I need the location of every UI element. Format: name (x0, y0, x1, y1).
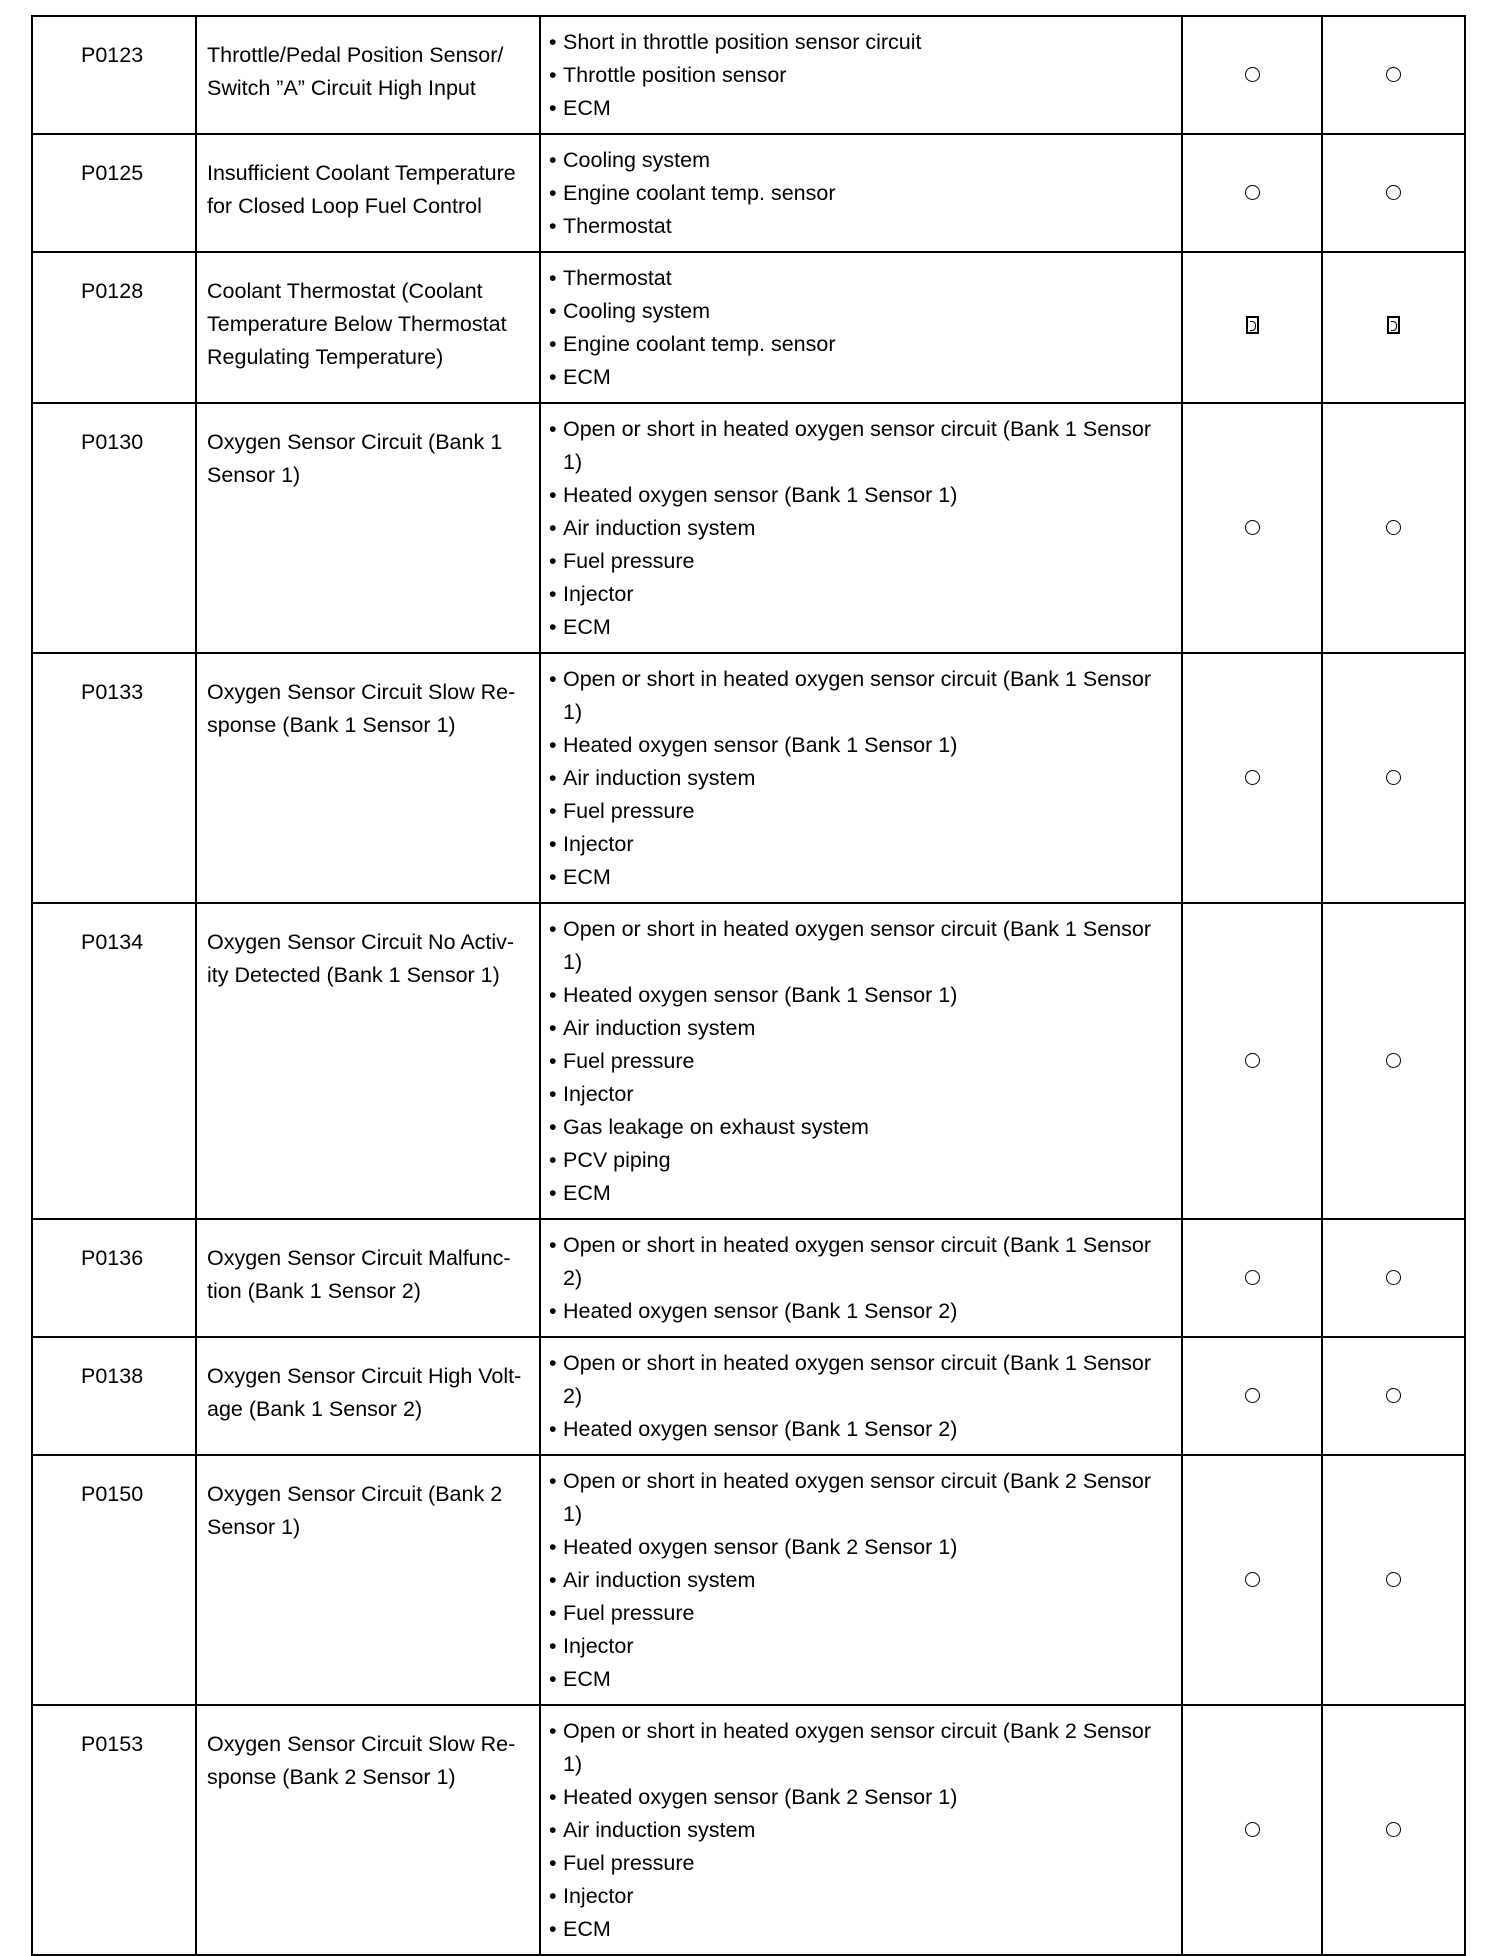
dtc-description: Oxygen Sensor Circuit (Bank 1 Sensor 1) (196, 403, 540, 653)
bullet-icon: • (549, 1016, 557, 1040)
dtc-code: P0123 (32, 16, 196, 134)
dtc-trouble-areas (540, 1337, 1182, 1455)
table-row (32, 903, 1465, 1219)
trouble-area-text: Injector (563, 1634, 634, 1658)
mil-mark-cell (1182, 403, 1322, 653)
bullet-icon: • (549, 1049, 557, 1073)
bullet-icon: • (549, 1351, 557, 1375)
trouble-area-text: Heated oxygen sensor (Bank 2 Sensor 1) (563, 1785, 958, 1809)
list-item (549, 1663, 1173, 1696)
list-item (549, 479, 1173, 512)
dtc-trouble-areas (540, 134, 1182, 252)
bullet-icon: • (549, 1634, 557, 1658)
list-item (549, 1295, 1173, 1328)
bullet-icon: • (549, 917, 557, 941)
dtc-code: P0136 (32, 1219, 196, 1337)
memory-mark-cell (1322, 134, 1465, 252)
mil-mark-cell (1182, 903, 1322, 1219)
dtc-trouble-areas (540, 16, 1182, 134)
trouble-area-text: Thermostat (563, 266, 672, 290)
list-item (549, 729, 1173, 762)
list-item (549, 1078, 1173, 1111)
dtc-description: Oxygen Sensor Circuit High Volt-age (Bank 1 Sensor 2) (196, 1337, 540, 1455)
bullet-icon: • (549, 1601, 557, 1625)
table-row (32, 252, 1465, 403)
trouble-area-text: Injector (563, 832, 634, 856)
dtc-trouble-areas (540, 1705, 1182, 1955)
trouble-area-text: Open or short in heated oxygen sensor circuit (Bank 1 Sensor 1) (563, 667, 1151, 724)
list-item (549, 1177, 1173, 1210)
bullet-icon: • (549, 766, 557, 790)
table-row (32, 16, 1465, 134)
list-item (549, 361, 1173, 394)
dtc-description: Coolant Thermostat (Coolant Temperature Below Thermostat Regulating Temperature) (196, 252, 540, 403)
trouble-area-text: Thermostat (563, 214, 672, 238)
dtc-trouble-areas (540, 403, 1182, 653)
trouble-area-text: Open or short in heated oxygen sensor circuit (Bank 1 Sensor 1) (563, 917, 1151, 974)
bullet-icon: • (549, 1417, 557, 1441)
bullet-icon: • (549, 483, 557, 507)
circle-icon (1245, 520, 1260, 535)
bullet-icon: • (549, 299, 557, 323)
bullet-icon: • (549, 983, 557, 1007)
table-row (32, 1219, 1465, 1337)
circle-icon (1245, 1053, 1260, 1068)
circle-icon (1386, 185, 1401, 200)
dtc-table (31, 15, 1466, 1956)
list-item (549, 1847, 1173, 1880)
trouble-area-text: Heated oxygen sensor (Bank 1 Sensor 2) (563, 1417, 958, 1441)
circle-icon (1245, 185, 1260, 200)
trouble-area-text: Fuel pressure (563, 1851, 695, 1875)
table-row (32, 134, 1465, 252)
circle-icon (1245, 67, 1260, 82)
memory-mark-cell (1322, 653, 1465, 903)
trouble-area-text: Heated oxygen sensor (Bank 1 Sensor 1) (563, 483, 958, 507)
circle-icon (1386, 1053, 1401, 1068)
trouble-area-text: Open or short in heated oxygen sensor circuit (Bank 2 Sensor 1) (563, 1719, 1151, 1776)
bullet-icon: • (549, 1568, 557, 1592)
special-mark-icon (1246, 316, 1259, 334)
list-item (549, 1347, 1173, 1413)
trouble-area-text: Heated oxygen sensor (Bank 1 Sensor 1) (563, 733, 958, 757)
dtc-description: Oxygen Sensor Circuit Slow Re-sponse (Bank 1 Sensor 1) (196, 653, 540, 903)
bullet-icon: • (549, 549, 557, 573)
trouble-area-text: Cooling system (563, 148, 710, 172)
bullet-icon: • (549, 63, 557, 87)
trouble-area-text: Air induction system (563, 766, 756, 790)
bullet-icon: • (549, 1148, 557, 1172)
dtc-description: Oxygen Sensor Circuit Slow Re-sponse (Bank 2 Sensor 1) (196, 1705, 540, 1955)
dtc-description: Insufficient Coolant Temperature for Closed Loop Fuel Control (196, 134, 540, 252)
trouble-area-text: Fuel pressure (563, 1049, 695, 1073)
dtc-trouble-areas (540, 653, 1182, 903)
bullet-icon: • (549, 417, 557, 441)
circle-icon (1386, 1270, 1401, 1285)
mil-mark-cell (1182, 252, 1322, 403)
list-item (549, 1045, 1173, 1078)
trouble-area-text: Air induction system (563, 1818, 756, 1842)
trouble-area-text: Short in throttle position sensor circuit (563, 30, 922, 54)
mil-mark-cell (1182, 1219, 1322, 1337)
bullet-icon: • (549, 1884, 557, 1908)
trouble-area-text: Air induction system (563, 1016, 756, 1040)
trouble-area-text: Injector (563, 1884, 634, 1908)
memory-mark-cell (1322, 1337, 1465, 1455)
trouble-area-text: ECM (563, 365, 611, 389)
list-item (549, 1781, 1173, 1814)
trouble-area-text: Heated oxygen sensor (Bank 1 Sensor 1) (563, 983, 958, 1007)
list-item (549, 1913, 1173, 1946)
list-item (549, 545, 1173, 578)
mil-mark-cell (1182, 134, 1322, 252)
table-row (32, 1455, 1465, 1705)
list-item (549, 1630, 1173, 1663)
list-item (549, 262, 1173, 295)
memory-mark-cell (1322, 16, 1465, 134)
bullet-icon: • (549, 1233, 557, 1257)
table-row (32, 653, 1465, 903)
list-item (549, 611, 1173, 644)
trouble-area-text: Open or short in heated oxygen sensor circuit (Bank 1 Sensor 2) (563, 1351, 1151, 1408)
trouble-area-text: Injector (563, 1082, 634, 1106)
list-item (549, 1531, 1173, 1564)
list-item (549, 210, 1173, 243)
trouble-area-text: Air induction system (563, 1568, 756, 1592)
list-item (549, 1597, 1173, 1630)
circle-icon (1386, 1388, 1401, 1403)
bullet-icon: • (549, 799, 557, 823)
trouble-area-text: ECM (563, 615, 611, 639)
dtc-code: P0125 (32, 134, 196, 252)
list-item (549, 26, 1173, 59)
dtc-description: Oxygen Sensor Circuit No Activ-ity Detected (Bank 1 Sensor 1) (196, 903, 540, 1219)
bullet-icon: • (549, 30, 557, 54)
bullet-icon: • (549, 1082, 557, 1106)
bullet-icon: • (549, 1181, 557, 1205)
trouble-area-text: Heated oxygen sensor (Bank 2 Sensor 1) (563, 1535, 958, 1559)
mil-mark-cell (1182, 1455, 1322, 1705)
trouble-area-text: Air induction system (563, 516, 756, 540)
circle-icon (1386, 520, 1401, 535)
list-item (549, 1814, 1173, 1847)
table-row (32, 1705, 1465, 1955)
mil-mark-cell (1182, 653, 1322, 903)
circle-icon (1245, 1572, 1260, 1587)
special-mark-icon (1387, 316, 1400, 334)
trouble-area-text: PCV piping (563, 1148, 671, 1172)
list-item (549, 413, 1173, 479)
bullet-icon: • (549, 181, 557, 205)
dtc-description: Throttle/Pedal Position Sensor/ Switch ”A” Circuit High Input (196, 16, 540, 134)
dtc-code: P0134 (32, 903, 196, 1219)
list-item (549, 795, 1173, 828)
bullet-icon: • (549, 1667, 557, 1691)
bullet-icon: • (549, 832, 557, 856)
bullet-icon: • (549, 1851, 557, 1875)
memory-mark-cell (1322, 1219, 1465, 1337)
mil-mark-cell (1182, 16, 1322, 134)
list-item (549, 1229, 1173, 1295)
dtc-code: P0138 (32, 1337, 196, 1455)
list-item (549, 1144, 1173, 1177)
circle-icon (1245, 1822, 1260, 1837)
circle-icon (1245, 1270, 1260, 1285)
bullet-icon: • (549, 266, 557, 290)
list-item (549, 578, 1173, 611)
list-item (549, 663, 1173, 729)
memory-mark-cell (1322, 403, 1465, 653)
trouble-area-text: ECM (563, 1181, 611, 1205)
dtc-code: P0150 (32, 1455, 196, 1705)
bullet-icon: • (549, 1719, 557, 1743)
list-item (549, 1715, 1173, 1781)
circle-icon (1245, 1388, 1260, 1403)
mil-mark-cell (1182, 1337, 1322, 1455)
bullet-icon: • (549, 1115, 557, 1139)
list-item (549, 1465, 1173, 1531)
trouble-area-text: Injector (563, 582, 634, 606)
memory-mark-cell (1322, 252, 1465, 403)
circle-icon (1386, 67, 1401, 82)
dtc-table-body (32, 16, 1465, 1955)
list-item (549, 1880, 1173, 1913)
list-item (549, 328, 1173, 361)
memory-mark-cell (1322, 1705, 1465, 1955)
list-item (549, 177, 1173, 210)
trouble-area-text: Engine coolant temp. sensor (563, 181, 836, 205)
dtc-trouble-areas (540, 1219, 1182, 1337)
bullet-icon: • (549, 516, 557, 540)
table-row (32, 403, 1465, 653)
dtc-code: P0128 (32, 252, 196, 403)
bullet-icon: • (549, 1535, 557, 1559)
circle-icon (1386, 770, 1401, 785)
dtc-trouble-areas (540, 903, 1182, 1219)
list-item (549, 1012, 1173, 1045)
list-item (549, 861, 1173, 894)
dtc-code: P0133 (32, 653, 196, 903)
bullet-icon: • (549, 1818, 557, 1842)
bullet-icon: • (549, 1785, 557, 1809)
trouble-area-text: Heated oxygen sensor (Bank 1 Sensor 2) (563, 1299, 958, 1323)
bullet-icon: • (549, 733, 557, 757)
dtc-description: Oxygen Sensor Circuit (Bank 2 Sensor 1) (196, 1455, 540, 1705)
bullet-icon: • (549, 1469, 557, 1493)
list-item (549, 144, 1173, 177)
list-item (549, 762, 1173, 795)
bullet-icon: • (549, 214, 557, 238)
trouble-area-text: Open or short in heated oxygen sensor circuit (Bank 1 Sensor 2) (563, 1233, 1151, 1290)
list-item (549, 92, 1173, 125)
trouble-area-text: Open or short in heated oxygen sensor circuit (Bank 1 Sensor 1) (563, 417, 1151, 474)
bullet-icon: • (549, 365, 557, 389)
dtc-code: P0153 (32, 1705, 196, 1955)
trouble-area-text: ECM (563, 1667, 611, 1691)
bullet-icon: • (549, 667, 557, 691)
trouble-area-text: Throttle position sensor (563, 63, 787, 87)
bullet-icon: • (549, 582, 557, 606)
bullet-icon: • (549, 1917, 557, 1941)
list-item (549, 828, 1173, 861)
mil-mark-cell (1182, 1705, 1322, 1955)
dtc-code: P0130 (32, 403, 196, 653)
dtc-description: Oxygen Sensor Circuit Malfunc-tion (Bank 1 Sensor 2) (196, 1219, 540, 1337)
bullet-icon: • (549, 865, 557, 889)
bullet-icon: • (549, 96, 557, 120)
trouble-area-text: ECM (563, 96, 611, 120)
bullet-icon: • (549, 148, 557, 172)
list-item (549, 1111, 1173, 1144)
memory-mark-cell (1322, 1455, 1465, 1705)
list-item (549, 913, 1173, 979)
bullet-icon: • (549, 615, 557, 639)
bullet-icon: • (549, 332, 557, 356)
list-item (549, 979, 1173, 1012)
list-item (549, 295, 1173, 328)
trouble-area-text: Open or short in heated oxygen sensor circuit (Bank 2 Sensor 1) (563, 1469, 1151, 1526)
trouble-area-text: Gas leakage on exhaust system (563, 1115, 869, 1139)
dtc-trouble-areas (540, 1455, 1182, 1705)
trouble-area-text: ECM (563, 865, 611, 889)
circle-icon (1386, 1572, 1401, 1587)
bullet-icon: • (549, 1299, 557, 1323)
trouble-area-text: ECM (563, 1917, 611, 1941)
circle-icon (1386, 1822, 1401, 1837)
circle-icon (1245, 770, 1260, 785)
list-item (549, 512, 1173, 545)
memory-mark-cell (1322, 903, 1465, 1219)
trouble-area-text: Fuel pressure (563, 1601, 695, 1625)
list-item (549, 1413, 1173, 1446)
trouble-area-text: Engine coolant temp. sensor (563, 332, 836, 356)
list-item (549, 1564, 1173, 1597)
table-row (32, 1337, 1465, 1455)
dtc-trouble-areas (540, 252, 1182, 403)
trouble-area-text: Fuel pressure (563, 549, 695, 573)
trouble-area-text: Fuel pressure (563, 799, 695, 823)
list-item (549, 59, 1173, 92)
trouble-area-text: Cooling system (563, 299, 710, 323)
